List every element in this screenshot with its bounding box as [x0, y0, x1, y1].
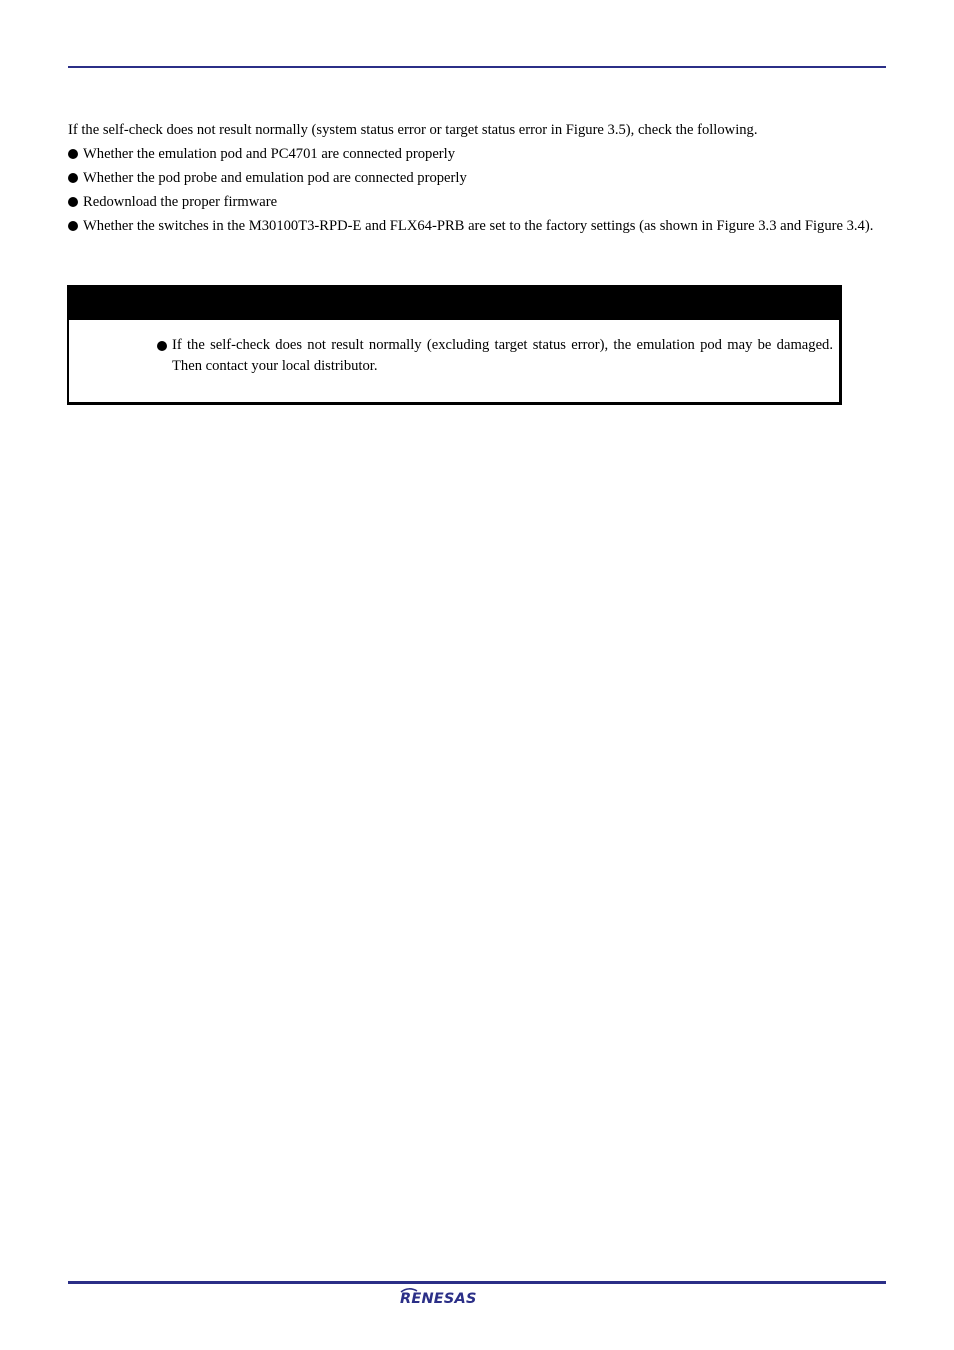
footer-rule [68, 1281, 886, 1284]
list-item [68, 166, 886, 190]
notice-box [67, 285, 842, 405]
list-item-text: Redownload the proper firmware [83, 194, 278, 210]
list-item-text: Whether the switches in the M30100T3-RPD-E and FLX64-PRB are set to the factory settings (as shown in Figure 3.3 and Figure 3.4). [83, 218, 874, 234]
list-item-text: Whether the pod probe and emulation pod are connected properly [83, 170, 467, 186]
notice-body [157, 335, 833, 377]
list-item [68, 214, 886, 238]
header-rule [68, 66, 886, 68]
bullet-icon [68, 221, 78, 231]
renesas-logo [398, 1287, 512, 1307]
list-item [68, 190, 886, 214]
list-item-text: Whether the emulation pod and PC4701 are connected properly [83, 146, 456, 162]
list-item [68, 142, 886, 166]
notice-item [157, 335, 833, 377]
bullet-icon [157, 341, 167, 351]
bullet-icon [68, 197, 78, 207]
bullet-icon [68, 173, 78, 183]
page-content [68, 118, 886, 238]
checklist [68, 142, 886, 238]
bullet-icon [68, 149, 78, 159]
notice-header-bar [69, 287, 839, 320]
notice-item-text: If the self-check does not result normally (excluding target status error), the emulation pod may be damaged. Then contact your local distributor. [172, 337, 833, 374]
intro-paragraph: If the self-check does not result normally (system status error or target status error in Figure 3.5), check the following. [68, 122, 758, 138]
logo-text: RENESAS [400, 1291, 477, 1307]
